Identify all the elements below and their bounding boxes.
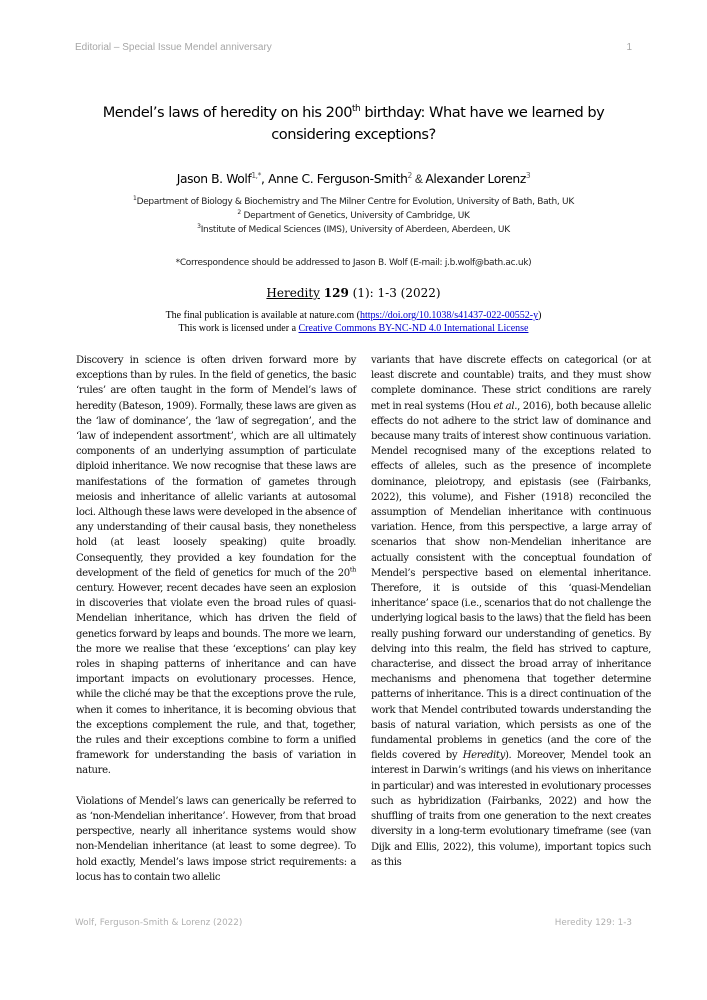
footer-citation: Heredity 129: 1-3 [554,918,632,928]
affiliation-marker: 1 [133,195,137,202]
author-affiliation-marker: 2 [407,170,412,180]
title-part-1: Mendel’s laws of heredity on his 200 [102,104,353,121]
publication-note [0,310,707,321]
affiliation-marker: 3 [197,223,201,230]
title-part-2: birthday: What have we learned by considering exceptions? [271,104,605,143]
paragraph-text: Discovery in science is often driven forward more by exceptions than by rules. In the field of genetics, the basic ‘rules’ are often taught in the form of Mendel’s laws of heredity (Bateson, 1909). Formally, these laws are given as the ‘law of dominance’, the ‘law of segregation’, and the ‘law of independent assortment’, which are all ultimately components of an underlying assumption of particulate diploid inheritance. We now recognise that these laws are manifestations of the formation of gametes through meiosis and inheritance of allelic variants at autosomal loci. Although these laws were developed in the absence of any understanding of their causal basis, they nonetheless hold (at least loosely speaking) quite broadly. Consequently, they provided a key foundation for the development of the field of genetics for much of the 20 [76,355,356,579]
affiliation-text: Institute of Medical Sciences (IMS), University of Aberdeen, Aberdeen, UK [200,225,510,235]
affiliation-text: Department of Genetics, University of Cambridge, UK [240,211,470,221]
affiliation [0,211,707,221]
paragraph-text: variants that have discrete effects on categorical (or at least discrete and countable) traits, and they must show complete dominance. These strict conditions are rarely met in real systems (Hou [371,355,651,412]
ordinal-superscript: th [349,565,356,574]
running-header [75,42,632,58]
footer-authors: Wolf, Ferguson-Smith & Lorenz (2022) [75,918,243,928]
citation-details: (1): 1-3 (2022) [348,286,441,300]
journal-volume: 129 [323,286,349,300]
license-prefix: This work is licensed under a [178,323,299,334]
running-footer [75,918,632,932]
italic-journal-name: Heredity [462,750,505,762]
journal-citation [0,286,707,300]
author-name: Alexander Lorenz [425,172,526,186]
paragraph-text: ). Moreover, Mendel took an interest in Darwin’s writings (and his views on inheritance in particular) and was interested in evolutionary processes such as hybridization (Fairbanks, 2022) and how the shuffling of traits from one generation to the next creates diversity in a long-term evolutionary timeframe (see (van Dijk and Ellis, 2022), this volume), important topics such as this [371,750,651,868]
italic-text: et al. [493,400,518,412]
publication-note-prefix: The final publication is available at nature.com ( [165,310,360,321]
body-paragraph [371,353,651,870]
body-paragraph [76,353,356,779]
paragraph-text: century. However, recent decades have seen an explosion in discoveries that violate even the broad rules of quasi-Mendelian inheritance, which has driven the field of genetics forward by leaps and bounds. The more we learn, the more we realise that these ‘exceptions’ can play key roles in shaping patterns of inheritance and can have important impacts on evolutionary processes. Hence, while the cliché may be that the exceptions prove the rule, when it comes to inheritance, it is becoming obvious that the exceptions complement the rule, and that, together, the rules and their exceptions combine to form a unified framework for understanding the basis of variation in nature. [76,583,356,777]
affiliation-text: Department of Biology & Biochemistry and The Milner Centre for Evolution, University of Bath, Bath, UK [136,197,574,207]
author-list [0,172,707,186]
affiliation [0,225,707,235]
license-note [0,323,707,334]
author-name: Jason B. Wolf [176,172,252,186]
article-title [90,102,617,146]
header-section-label: Editorial – Special Issue Mendel anniversary [75,42,272,53]
publication-note-suffix: ) [538,310,542,321]
body-column-right [371,353,651,870]
author-name: Anne C. Ferguson-Smith [268,172,408,186]
correspondence-note: *Correspondence should be addressed to Jason B. Wolf (E-mail: j.b.wolf@bath.ac.uk) [175,258,532,268]
page-number: 1 [626,42,632,53]
affiliation [0,197,707,207]
license-link[interactable]: Creative Commons BY-NC-ND 4.0 International License [298,323,529,334]
affiliation-marker: 2 [237,209,241,216]
body-paragraph: Violations of Mendel’s laws can generically be referred to as ‘non-Mendelian inheritance’. However, from that broad perspective, nearly all inheritance systems would show non-Mendelian inheritance (at least to some degree). To hold exactly, Mendel’s laws impose strict requirements: a locus has to contain two allelic [76,795,356,883]
journal-name: Heredity [266,286,320,300]
paragraph-text: , 2016), both because allelic effects do not adhere to the strict law of dominance and because many traits of interest show continuous variation. Mendel recognised many of the exceptions related to effects of alleles, such as the presence of incomplete dominance, pleiotropy, and epistasis (see (Fairbanks, 2022), this volume), and Fisher (1918) reconciled the assumption of Mendelian inheritance with continuous variation. Hence, from this perspective, a large array of scenarios that show non-Mendelian inheritance are actually consistent with the conceptual foundation of Mendel’s perspective based on elemental inheritance. Therefore, it is outside of this ‘quasi-Mendelian inheritance’ space (i.e., scenarios that do not challenge the underlying logical basis to the laws) that the field has been really pushing forward our understanding of genetics. By delving into this realm, the field has strived to capture, characterise, and dissect the broad array of inheritance mechanisms and phenomena that together determine patterns of inheritance. This is a direct continuation of the work that Mendel contributed towards understanding the basis of natural variation, which persists as one of the fundamental problems in genetics (and the core of the fields covered by [371,400,652,762]
body-column-left [76,353,356,885]
title-superscript: th [352,104,361,115]
author-separator: , [261,172,269,186]
doi-link[interactable]: https://doi.org/10.1038/s41437-022-00552-y [359,310,539,321]
author-affiliation-marker: 1,* [251,170,262,180]
author-separator: & [411,172,426,186]
author-affiliation-marker: 3 [525,170,531,180]
